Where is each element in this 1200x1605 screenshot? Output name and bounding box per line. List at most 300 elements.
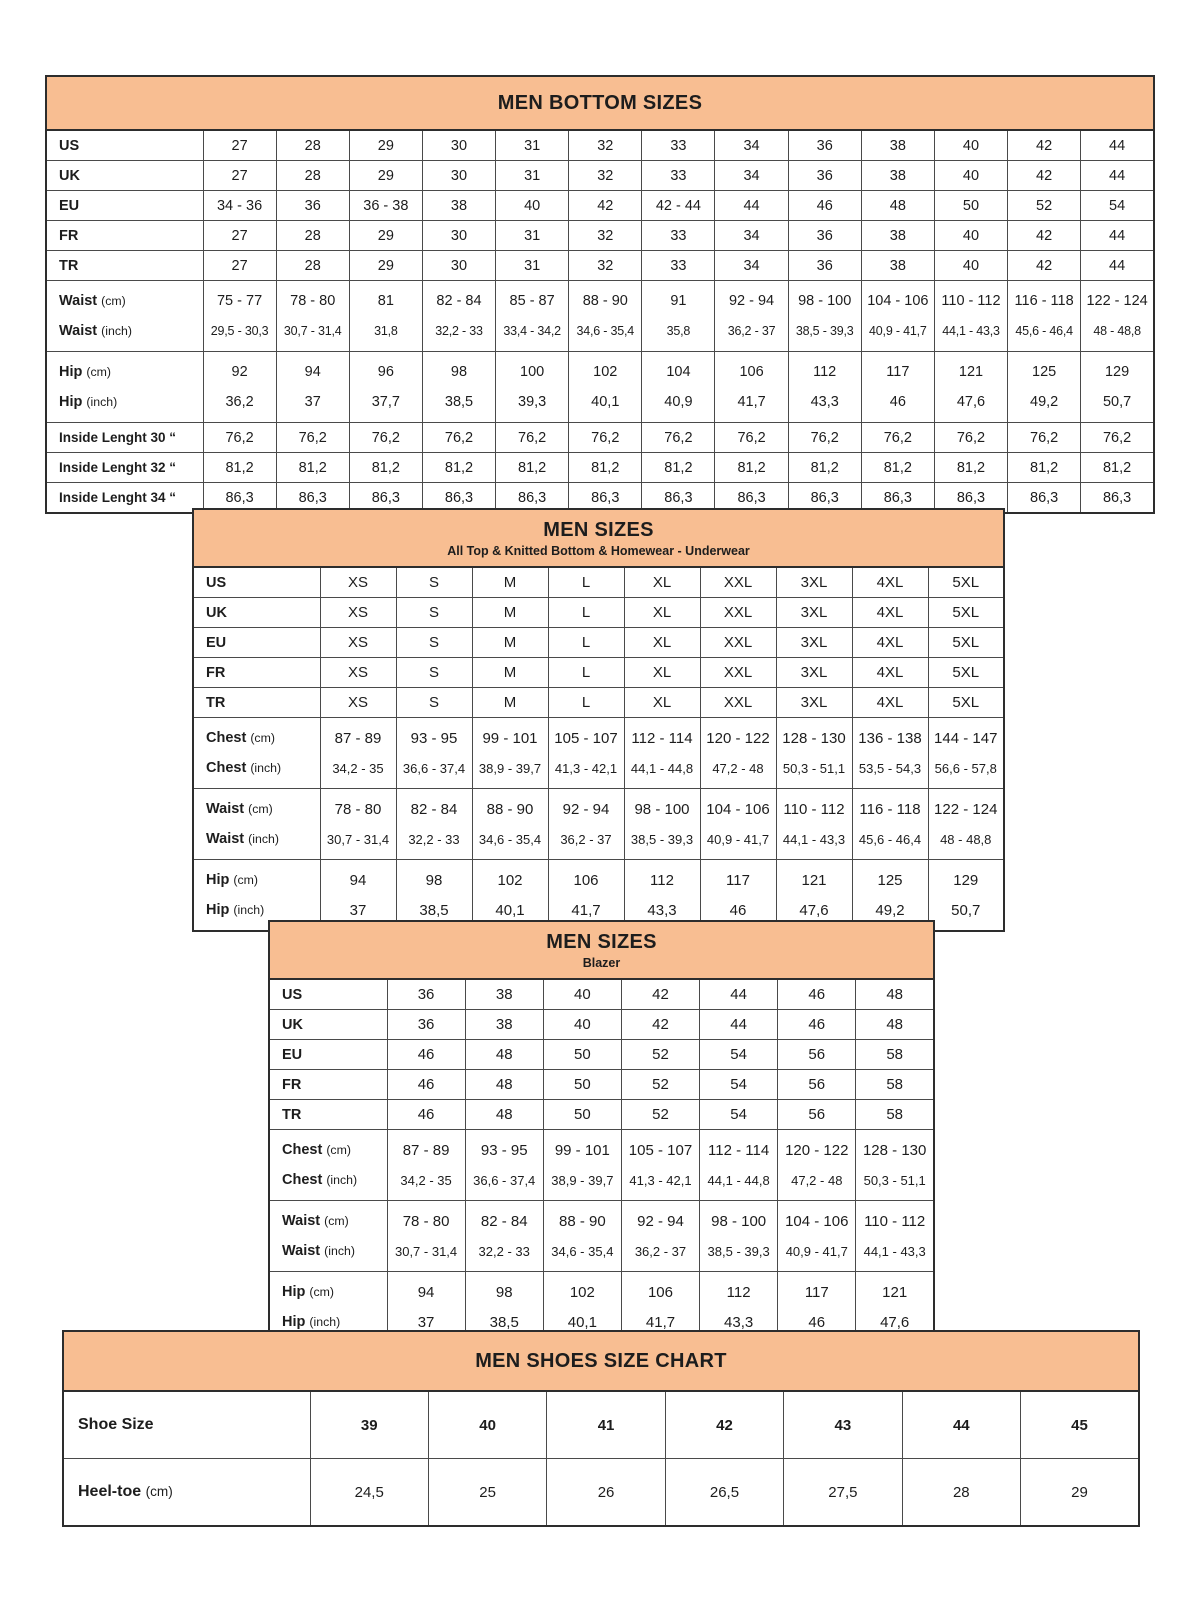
table-cell: 42: [621, 1010, 699, 1040]
table-cell: 56: [778, 1070, 856, 1100]
table-cell: 5XL: [928, 658, 1004, 688]
table-cell: 36,2 - 37: [621, 1236, 699, 1272]
table-cell: 43,3: [624, 895, 700, 931]
row-label-unit: (cm): [309, 1285, 335, 1299]
table-cell: 29: [349, 161, 422, 191]
row-label: [269, 1272, 387, 1308]
table-cell: 40,1: [472, 895, 548, 931]
table-cell: 29,5 - 30,3: [203, 316, 276, 352]
table-cell: 120 - 122: [778, 1130, 856, 1166]
row-label-text: Hip: [206, 872, 230, 888]
table-cell: 50: [543, 1040, 621, 1070]
table-cell: 31: [496, 130, 569, 161]
table-cell: 38,5 - 39,3: [788, 316, 861, 352]
table-cell: 50,7: [928, 895, 1004, 931]
table-cell: 36: [387, 1010, 465, 1040]
table-cell: 39: [310, 1391, 428, 1459]
table-cell: L: [548, 598, 624, 628]
table-cell: 86,3: [496, 483, 569, 514]
row-label: [46, 221, 203, 251]
table-cell: 81,2: [715, 453, 788, 483]
table-cell: 36,6 - 37,4: [465, 1165, 543, 1201]
row-label-text: Hip: [59, 364, 83, 380]
table-cell: 29: [349, 130, 422, 161]
table-cell: 98: [396, 860, 472, 896]
table-cell: 117: [778, 1272, 856, 1308]
table-cell: 99 - 101: [543, 1130, 621, 1166]
table-cell: 76,2: [1008, 423, 1081, 453]
row-label-unit: (inch): [101, 324, 132, 338]
table-cell: 46: [700, 895, 776, 931]
table-cell: 86,3: [861, 483, 934, 514]
row-label: [63, 1459, 310, 1527]
row-label-text: Chest: [282, 1172, 323, 1188]
table-cell: 125: [852, 860, 928, 896]
men-sizes-blazer-table: [268, 920, 935, 1344]
table-cell: 44,1 - 43,3: [776, 824, 852, 860]
table-cell: M: [472, 628, 548, 658]
row-label-text: Inside Lenght 32 “: [59, 460, 177, 475]
table-cell: XS: [320, 658, 396, 688]
men-shoes-size-grid: [62, 1330, 1140, 1527]
table-cell: 30: [422, 161, 495, 191]
table-cell: 44: [715, 191, 788, 221]
men-sizes-tops-table: [192, 508, 1005, 932]
row-label: [193, 688, 320, 718]
table-cell: 46: [387, 1040, 465, 1070]
table-row: [193, 824, 1004, 860]
table-cell: L: [548, 628, 624, 658]
table-cell: 28: [276, 221, 349, 251]
table-cell: 3XL: [776, 598, 852, 628]
row-label-text: UK: [282, 1016, 303, 1033]
row-label-text: US: [59, 137, 80, 154]
row-label: [46, 387, 203, 423]
row-label-text: Waist: [59, 323, 98, 339]
table-cell: 94: [276, 352, 349, 388]
table-cell: 44: [902, 1391, 1020, 1459]
table-cell: 48: [861, 191, 934, 221]
table-cell: XS: [320, 688, 396, 718]
row-label-unit: (inch): [233, 903, 265, 917]
table-cell: 88 - 90: [472, 789, 548, 825]
table-cell: 38: [861, 130, 934, 161]
table-row: [269, 1236, 934, 1272]
table-cell: 76,2: [1081, 423, 1154, 453]
table-cell: 34,6 - 35,4: [569, 316, 642, 352]
row-label: [269, 1236, 387, 1272]
table-cell: XXL: [700, 658, 776, 688]
table-cell: 117: [700, 860, 776, 896]
table-cell: 32,2 - 33: [422, 316, 495, 352]
row-label: [269, 1010, 387, 1040]
table-cell: 46: [778, 979, 856, 1010]
row-label: [193, 753, 320, 789]
table-cell: 34: [715, 161, 788, 191]
row-label-text: Waist: [206, 801, 245, 817]
row-label: [193, 718, 320, 754]
table-cell: 81,2: [788, 453, 861, 483]
table-row: [46, 191, 1154, 221]
table-cell: 42: [1008, 251, 1081, 281]
table-cell: S: [396, 628, 472, 658]
table-cell: 37: [320, 895, 396, 931]
table-cell: 102: [569, 352, 642, 388]
row-label: [193, 789, 320, 825]
table-cell: 122 - 124: [928, 789, 1004, 825]
row-label-text: US: [206, 574, 227, 591]
table-cell: 34,2 - 35: [320, 753, 396, 789]
table-cell: 47,6: [856, 1307, 934, 1343]
table-cell: 86,3: [1008, 483, 1081, 514]
table-cell: XL: [624, 628, 700, 658]
table-cell: 50,3 - 51,1: [856, 1165, 934, 1201]
table-cell: 46: [861, 387, 934, 423]
table-cell: 110 - 112: [934, 281, 1007, 317]
table-cell: 38,5: [396, 895, 472, 931]
row-label-unit: (inch): [250, 761, 282, 775]
table-cell: 117: [861, 352, 934, 388]
table-cell: 42: [621, 979, 699, 1010]
table-cell: 92: [203, 352, 276, 388]
table-cell: 58: [856, 1100, 934, 1130]
table-cell: 30,7 - 31,4: [320, 824, 396, 860]
table-cell: 35,8: [642, 316, 715, 352]
row-label: [269, 1040, 387, 1070]
table-cell: 82 - 84: [396, 789, 472, 825]
table-row: [46, 423, 1154, 453]
table-cell: 105 - 107: [621, 1130, 699, 1166]
table-cell: 102: [543, 1272, 621, 1308]
table-cell: 27: [203, 130, 276, 161]
table-cell: 38: [861, 161, 934, 191]
table-row: [269, 1010, 934, 1040]
table-cell: 33: [642, 221, 715, 251]
table-title: MEN SIZES: [546, 930, 657, 953]
table-row: [46, 161, 1154, 191]
table-row: [193, 718, 1004, 754]
table-cell: 32: [569, 251, 642, 281]
table-cell: 76,2: [276, 423, 349, 453]
table-cell: 49,2: [852, 895, 928, 931]
men-shoes-size-chart-table: [62, 1330, 1140, 1527]
table-cell: 102: [472, 860, 548, 896]
row-label: [46, 423, 203, 453]
row-label-unit: (cm): [248, 802, 273, 816]
row-label-text: EU: [59, 197, 80, 214]
row-label-text: UK: [206, 604, 227, 621]
row-label-unit: (cm): [326, 1143, 351, 1157]
men-sizes-tops-grid: [192, 508, 1005, 932]
row-label-text: Chest: [206, 760, 247, 776]
row-label-text: EU: [282, 1046, 303, 1063]
table-cell: 36,2: [203, 387, 276, 423]
table-cell: 32,2 - 33: [396, 824, 472, 860]
table-cell: 41,7: [621, 1307, 699, 1343]
table-cell: 81,2: [349, 453, 422, 483]
row-label: [46, 130, 203, 161]
table-row: [269, 1070, 934, 1100]
table-cell: 36: [387, 979, 465, 1010]
table-cell: 40: [543, 1010, 621, 1040]
table-cell: 30,7 - 31,4: [276, 316, 349, 352]
table-cell: 46: [387, 1070, 465, 1100]
table-cell: 106: [715, 352, 788, 388]
row-label-unit: (inch): [326, 1173, 358, 1187]
table-cell: 5XL: [928, 688, 1004, 718]
table-cell: 98 - 100: [788, 281, 861, 317]
table-cell: 48 - 48,8: [1081, 316, 1154, 352]
table-cell: 50,3 - 51,1: [776, 753, 852, 789]
table-cell: 33: [642, 130, 715, 161]
table-cell: 38,9 - 39,7: [472, 753, 548, 789]
table-cell: 76,2: [569, 423, 642, 453]
table-cell: L: [548, 688, 624, 718]
table-cell: 41,7: [715, 387, 788, 423]
table-cell: 34: [715, 251, 788, 281]
table-cell: 50: [543, 1100, 621, 1130]
table-cell: 94: [387, 1272, 465, 1308]
row-label: [193, 860, 320, 896]
table-cell: 76,2: [788, 423, 861, 453]
table-cell: XXL: [700, 567, 776, 598]
table-cell: 92 - 94: [715, 281, 788, 317]
row-label-text: FR: [282, 1076, 302, 1093]
table-header: [269, 921, 934, 979]
row-label: [46, 281, 203, 317]
table-cell: 76,2: [203, 423, 276, 453]
table-cell: 81,2: [422, 453, 495, 483]
table-cell: 33,4 - 34,2: [496, 316, 569, 352]
table-cell: 42: [665, 1391, 783, 1459]
table-cell: 36,2 - 37: [548, 824, 624, 860]
table-cell: 128 - 130: [856, 1130, 934, 1166]
table-cell: 32: [569, 221, 642, 251]
table-cell: 104: [642, 352, 715, 388]
row-label: [46, 161, 203, 191]
table-cell: 34,2 - 35: [387, 1165, 465, 1201]
table-cell: 46: [788, 191, 861, 221]
table-cell: XL: [624, 688, 700, 718]
table-cell: 86,3: [1081, 483, 1154, 514]
table-cell: 3XL: [776, 658, 852, 688]
row-label: [269, 979, 387, 1010]
table-cell: 41,7: [548, 895, 624, 931]
table-cell: 122 - 124: [1081, 281, 1154, 317]
table-cell: XL: [624, 658, 700, 688]
table-cell: 110 - 112: [776, 789, 852, 825]
table-cell: 3XL: [776, 628, 852, 658]
table-cell: 106: [621, 1272, 699, 1308]
table-cell: 38: [422, 191, 495, 221]
row-label: [46, 483, 203, 514]
table-cell: 36: [788, 251, 861, 281]
table-cell: 41: [547, 1391, 665, 1459]
row-label-text: Chest: [206, 730, 247, 746]
table-cell: 93 - 95: [396, 718, 472, 754]
table-cell: 38,9 - 39,7: [543, 1165, 621, 1201]
row-label-text: Chest: [282, 1142, 323, 1158]
table-cell: 92 - 94: [621, 1201, 699, 1237]
table-cell: 85 - 87: [496, 281, 569, 317]
table-cell: 27: [203, 161, 276, 191]
table-cell: 39,3: [496, 387, 569, 423]
table-cell: 121: [776, 860, 852, 896]
row-label: [46, 453, 203, 483]
table-row: [46, 352, 1154, 388]
table-cell: S: [396, 658, 472, 688]
table-cell: 44: [700, 1010, 778, 1040]
table-row: [269, 979, 934, 1010]
table-cell: L: [548, 658, 624, 688]
men-bottom-sizes-table: [45, 75, 1155, 514]
table-cell: 99 - 101: [472, 718, 548, 754]
row-label: [269, 1201, 387, 1237]
table-row: [193, 860, 1004, 896]
row-label-text: Inside Lenght 34 “: [59, 490, 177, 505]
table-cell: S: [396, 598, 472, 628]
table-cell: 38,5 - 39,3: [624, 824, 700, 860]
table-cell: 47,6: [776, 895, 852, 931]
table-cell: 30: [422, 221, 495, 251]
row-label-unit: (inch): [86, 395, 118, 409]
table-cell: 46: [778, 1307, 856, 1343]
table-cell: 4XL: [852, 688, 928, 718]
table-cell: 96: [349, 352, 422, 388]
row-label: [63, 1391, 310, 1459]
table-header-row: [269, 921, 934, 979]
table-cell: 29: [349, 221, 422, 251]
table-cell: 52: [621, 1070, 699, 1100]
table-cell: 46: [778, 1010, 856, 1040]
table-cell: 40: [934, 221, 1007, 251]
table-row: [46, 251, 1154, 281]
table-cell: 46: [387, 1100, 465, 1130]
table-cell: 40: [428, 1391, 546, 1459]
table-row: [193, 688, 1004, 718]
table-cell: 42: [569, 191, 642, 221]
table-cell: 81,2: [276, 453, 349, 483]
table-cell: 56: [778, 1100, 856, 1130]
table-cell: 28: [276, 161, 349, 191]
table-cell: 81,2: [861, 453, 934, 483]
table-cell: 38,5: [465, 1307, 543, 1343]
table-cell: 26,5: [665, 1459, 783, 1527]
table-cell: 40: [934, 130, 1007, 161]
table-cell: 81,2: [1008, 453, 1081, 483]
table-cell: 33: [642, 161, 715, 191]
table-cell: 86,3: [642, 483, 715, 514]
table-cell: 3XL: [776, 567, 852, 598]
table-cell: 50,7: [1081, 387, 1154, 423]
table-row: [193, 753, 1004, 789]
table-cell: 32: [569, 161, 642, 191]
table-cell: 48: [465, 1100, 543, 1130]
table-cell: 58: [856, 1040, 934, 1070]
table-cell: 78 - 80: [320, 789, 396, 825]
table-cell: 75 - 77: [203, 281, 276, 317]
table-cell: 42: [1008, 130, 1081, 161]
table-cell: M: [472, 688, 548, 718]
table-cell: 98: [465, 1272, 543, 1308]
table-row: [193, 598, 1004, 628]
table-cell: 58: [856, 1070, 934, 1100]
table-cell: 104 - 106: [778, 1201, 856, 1237]
row-label: [269, 1130, 387, 1166]
table-cell: 81: [349, 281, 422, 317]
table-cell: 116 - 118: [852, 789, 928, 825]
table-cell: 32,2 - 33: [465, 1236, 543, 1272]
row-label-text: Hip: [206, 902, 230, 918]
table-cell: 47,2 - 48: [778, 1165, 856, 1201]
table-cell: 44: [700, 979, 778, 1010]
table-header-row: [63, 1331, 1139, 1391]
table-cell: 40,9 - 41,7: [778, 1236, 856, 1272]
row-label-text: Waist: [282, 1213, 321, 1229]
table-cell: 128 - 130: [776, 718, 852, 754]
table-cell: 31: [496, 221, 569, 251]
table-row: [46, 281, 1154, 317]
table-cell: 48: [465, 1040, 543, 1070]
table-cell: 5XL: [928, 598, 1004, 628]
table-cell: 41,3 - 42,1: [548, 753, 624, 789]
table-cell: 45,6 - 46,4: [1008, 316, 1081, 352]
table-cell: 120 - 122: [700, 718, 776, 754]
table-cell: 45: [1021, 1391, 1139, 1459]
table-cell: 125: [1008, 352, 1081, 388]
table-cell: 34: [715, 221, 788, 251]
table-cell: 4XL: [852, 658, 928, 688]
table-cell: 44,1 - 43,3: [856, 1236, 934, 1272]
table-cell: 121: [934, 352, 1007, 388]
row-label-unit: (cm): [86, 365, 112, 379]
table-cell: 48 - 48,8: [928, 824, 1004, 860]
table-cell: 38: [861, 221, 934, 251]
table-cell: 29: [1021, 1459, 1139, 1527]
table-cell: 43: [784, 1391, 902, 1459]
table-cell: 54: [700, 1040, 778, 1070]
table-cell: 28: [902, 1459, 1020, 1527]
row-label-unit: (cm): [250, 731, 275, 745]
row-label-unit: (cm): [101, 294, 126, 308]
table-cell: 93 - 95: [465, 1130, 543, 1166]
table-cell: S: [396, 688, 472, 718]
row-label-text: EU: [206, 634, 227, 651]
table-cell: 41,3 - 42,1: [621, 1165, 699, 1201]
table-row: [269, 1201, 934, 1237]
table-cell: 33: [642, 251, 715, 281]
table-cell: 52: [1008, 191, 1081, 221]
table-cell: 43,3: [788, 387, 861, 423]
men-sizes-blazer-grid: [268, 920, 935, 1344]
table-cell: 98 - 100: [624, 789, 700, 825]
table-cell: 36 - 38: [349, 191, 422, 221]
row-label-text: Inside Lenght 30 “: [59, 430, 177, 445]
table-cell: XL: [624, 598, 700, 628]
table-cell: 4XL: [852, 628, 928, 658]
table-cell: 5XL: [928, 628, 1004, 658]
table-cell: 44: [1081, 221, 1154, 251]
table-cell: 43,3: [700, 1307, 778, 1343]
row-label: [193, 658, 320, 688]
table-cell: M: [472, 658, 548, 688]
table-cell: 87 - 89: [320, 718, 396, 754]
table-cell: XXL: [700, 628, 776, 658]
table-cell: XL: [624, 567, 700, 598]
table-cell: 34 - 36: [203, 191, 276, 221]
table-cell: 48: [465, 1070, 543, 1100]
table-cell: 44,1 - 44,8: [700, 1165, 778, 1201]
